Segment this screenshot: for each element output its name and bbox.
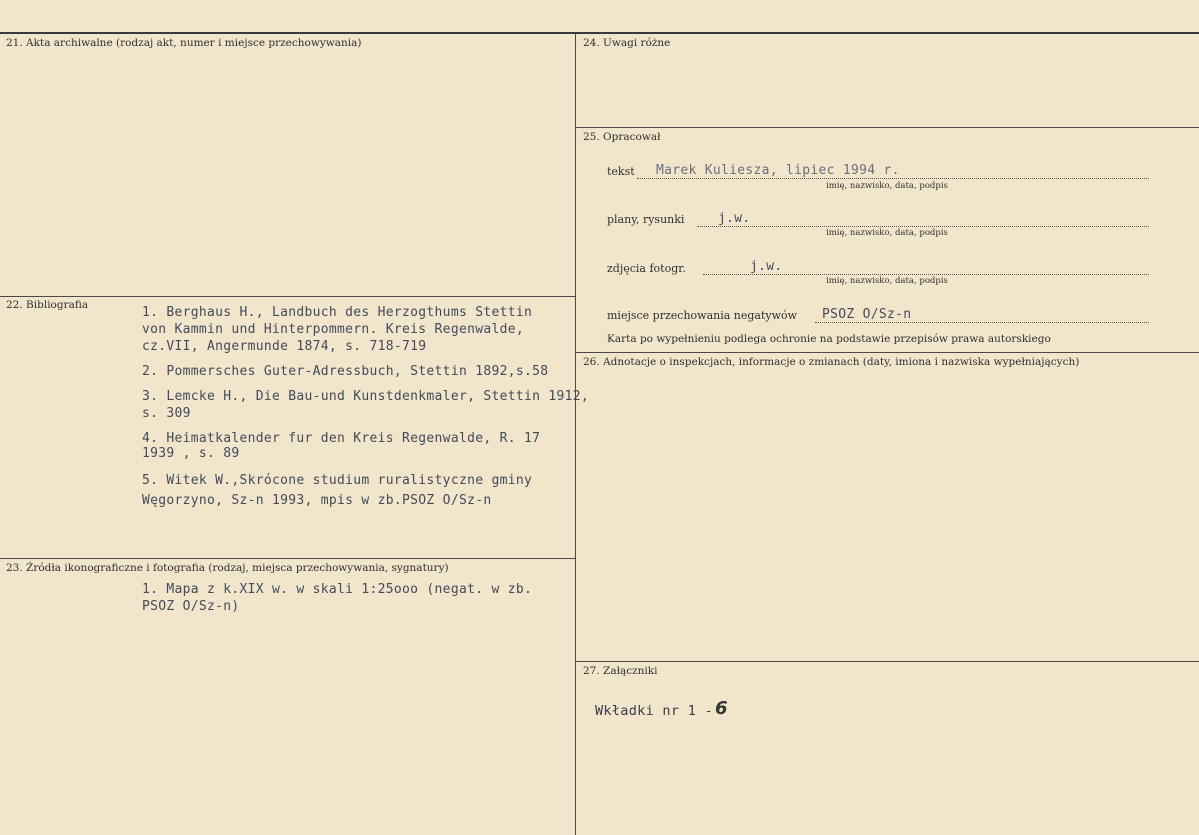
bibliography-line: von Kammin und Hinterpommern. Kreis Regenwalde, bbox=[142, 322, 524, 337]
wkladki-handwritten-number: 6 bbox=[715, 698, 728, 719]
bibliography-line: Węgorzyno, Sz-n 1993, mpis w zb.PSOZ O/Sz-n bbox=[142, 493, 492, 508]
tekst-value: Marek Kuliesza, lipiec 1994 r. bbox=[656, 163, 900, 178]
bibliography-line: 1. Berghaus H., Landbuch des Herzogthums Stettin bbox=[142, 305, 533, 320]
plany-value: j.w. bbox=[718, 211, 751, 226]
karta-note: Karta po wypełnieniu podlega ochronie na podstawie przepisów prawa autorskiego bbox=[607, 333, 1051, 345]
plany-label: plany, rysunki bbox=[607, 213, 685, 226]
wkladki-text: Wkładki nr 1 - bbox=[595, 703, 713, 719]
iconography-line: 1. Mapa z k.XIX w. w skali 1:25ooo (negat. w zb. bbox=[142, 582, 533, 597]
section-22-label: 22. Bibliografia bbox=[6, 299, 89, 311]
divider-26-27 bbox=[576, 661, 1199, 662]
tekst-label: tekst bbox=[607, 165, 635, 178]
section-23-label: 23. Źródła ikonograficzne i fotografia (rodzaj, miejsca przechowywania, sygnatury) bbox=[6, 562, 449, 574]
plany-dotline bbox=[697, 226, 1149, 227]
divider-22-23 bbox=[0, 558, 576, 559]
tekst-caption: imię, nazwisko, data, podpis bbox=[826, 181, 948, 191]
divider-24-25 bbox=[576, 127, 1199, 128]
bibliography-line: s. 309 bbox=[142, 406, 191, 421]
section-26-label: 26. Adnotacje o inspekcjach, informacje o zmianach (daty, imiona i nazwiska wypełniających) bbox=[583, 356, 1080, 368]
section-21-label: 21. Akta archiwalne (rodzaj akt, numer i miejsce przechowywania) bbox=[6, 37, 362, 49]
zdjecia-label: zdjęcia fotogr. bbox=[607, 262, 686, 275]
divider-21-22 bbox=[0, 296, 576, 297]
bibliography-line: cz.VII, Angermunde 1874, s. 718-719 bbox=[142, 339, 427, 354]
section-25-label: 25. Opracował bbox=[583, 131, 661, 143]
bibliography-line: 2. Pommersches Guter-Adressbuch, Stettin 1892,s.58 bbox=[142, 364, 549, 379]
column-divider bbox=[575, 33, 576, 835]
miejsce-label: miejsce przechowania negatywów bbox=[607, 309, 798, 322]
bibliography-line: 5. Witek W.,Skrócone studium ruralistyczne gminy bbox=[142, 473, 533, 488]
zdjecia-value: j.w. bbox=[750, 259, 783, 274]
tekst-dotline bbox=[637, 178, 1149, 179]
miejsce-dotline bbox=[815, 322, 1149, 323]
bibliography-line: 4. Heimatkalender fur den Kreis Regenwalde, R. 17 bbox=[142, 431, 541, 446]
section-27-label: 27. Załączniki bbox=[583, 665, 658, 677]
bibliography-line: 3. Lemcke H., Die Bau-und Kunstdenkmaler, Stettin 1912, bbox=[142, 389, 589, 404]
miejsce-value: PSOZ O/Sz-n bbox=[822, 307, 912, 322]
plany-caption: imię, nazwisko, data, podpis bbox=[826, 228, 948, 238]
top-border bbox=[0, 32, 1199, 34]
divider-25-26 bbox=[576, 352, 1199, 353]
zdjecia-caption: imię, nazwisko, data, podpis bbox=[826, 276, 948, 286]
iconography-line: PSOZ O/Sz-n) bbox=[142, 599, 240, 614]
section-24-label: 24. Uwagi różne bbox=[583, 37, 671, 49]
zdjecia-dotline bbox=[703, 274, 1149, 275]
bibliography-line: 1939 , s. 89 bbox=[142, 446, 240, 461]
